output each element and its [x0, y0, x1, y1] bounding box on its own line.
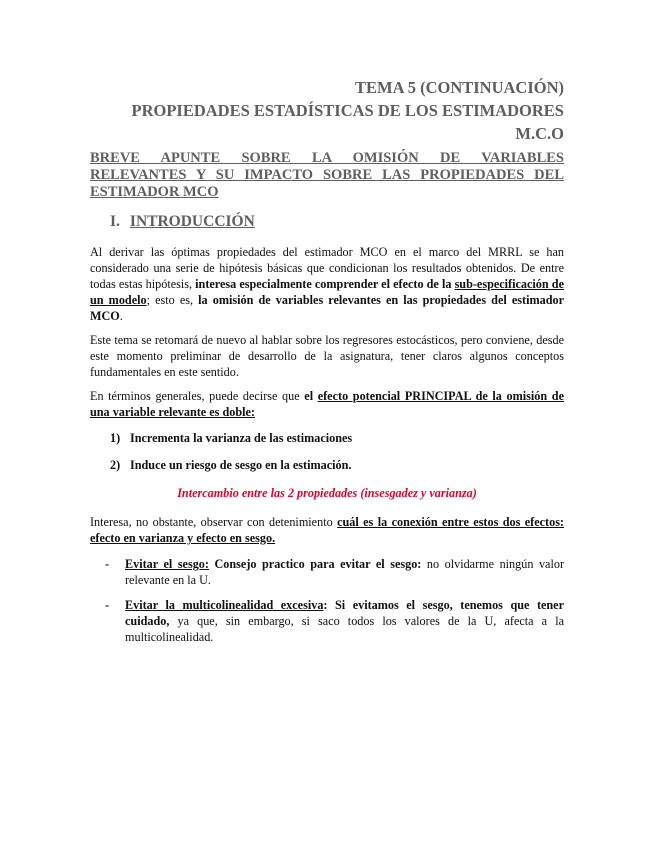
document-subtitle [90, 150, 564, 201]
list-item [110, 457, 564, 473]
section-heading [110, 213, 255, 231]
bold-underline-span: Evitar el sesgo: [125, 557, 209, 571]
text-span: ya que, sin embargo, si saco todos los valores de la U, afecta a la multicolinealidad. [125, 614, 564, 644]
text-span: Al derivar las óptimas propiedades del estimador MCO en el marco del MRRL se han considerado una serie de hipótesis básicas que condicionan los resultados obtenidos. De entre todas estas hipótesis, [90, 245, 564, 291]
bullet-dash: - [105, 598, 110, 612]
subtitle-line-2: RELEVANTES Y SU IMPACTO SOBRE LAS PROPIEDADES DEL [90, 167, 564, 183]
bullet-text [125, 597, 564, 645]
section-number: I. [110, 213, 120, 230]
bold-underline-span: sub-especificación de un modelo [90, 277, 564, 307]
bullet-item [105, 597, 564, 645]
bullet-dash: - [105, 557, 110, 571]
title-line-3: M.C.O [515, 124, 564, 143]
text-span: Interesa, no obstante, observar con detenimiento [90, 515, 338, 529]
bullet-item [105, 556, 564, 588]
bold-span: la omisión de variables relevantes en las propiedades del estimador MCO [90, 293, 564, 323]
list-item [110, 430, 564, 446]
subtitle-line-3: ESTIMADOR MCO [90, 184, 219, 200]
paragraph-intro [90, 244, 564, 324]
list-text: Induce un riesgo de sesgo en la estimación. [130, 458, 352, 472]
list-text: Incrementa la varianza de las estimaciones [130, 431, 353, 445]
bold-underline-span: cuál es la conexión entre estos dos efectos: efecto en varianza y efecto en sesgo. [90, 515, 564, 545]
title-line-1: TEMA 5 (CONTINUACIÓN) [354, 78, 564, 97]
paragraph-efecto [90, 388, 564, 420]
text-span: En términos generales, puede decirse que [90, 389, 305, 403]
bullet-text [125, 556, 564, 588]
text-span: ; esto es, [146, 293, 199, 307]
bold-underline-span: Evitar la multicolinealidad excesiva [125, 598, 324, 612]
list-number: 2) [110, 458, 121, 472]
bold-span: Consejo practico para evitar el sesgo: [208, 557, 422, 571]
bold-span: el [304, 389, 318, 403]
paragraph-regresores: Este tema se retomará de nuevo al hablar sobre los regresores estocásticos, pero conviene, desde este momento preliminar de desarrollo de la asignatura, tener claros algunos conceptos fundamentales en este sentido. [90, 333, 564, 379]
title-line-2: PROPIEDADES ESTADÍSTICAS DE LOS ESTIMADORES [131, 101, 564, 120]
text-span: . [119, 309, 123, 323]
paragraph-conexion [90, 514, 564, 546]
subtitle-line-1: BREVE APUNTE SOBRE LA OMISIÓN DE VARIABLES [90, 150, 564, 166]
bold-span: interesa especialmente comprender el efecto de la [195, 277, 455, 291]
list-number: 1) [110, 431, 121, 445]
text-span: no olvidarme ningún valor relevante en la U. [125, 557, 564, 587]
highlight-text: Intercambio entre las 2 propiedades (insesgadez y varianza) [177, 486, 477, 500]
bold-underline-span: efecto potencial PRINCIPAL de la omisión de una variable relevante es doble: [90, 389, 564, 419]
document-title [132, 76, 564, 145]
bold-span: : Si evitamos el sesgo, tenemos que tener cuidado, [125, 598, 565, 628]
section-title: INTRODUCCIÓN [129, 213, 255, 230]
